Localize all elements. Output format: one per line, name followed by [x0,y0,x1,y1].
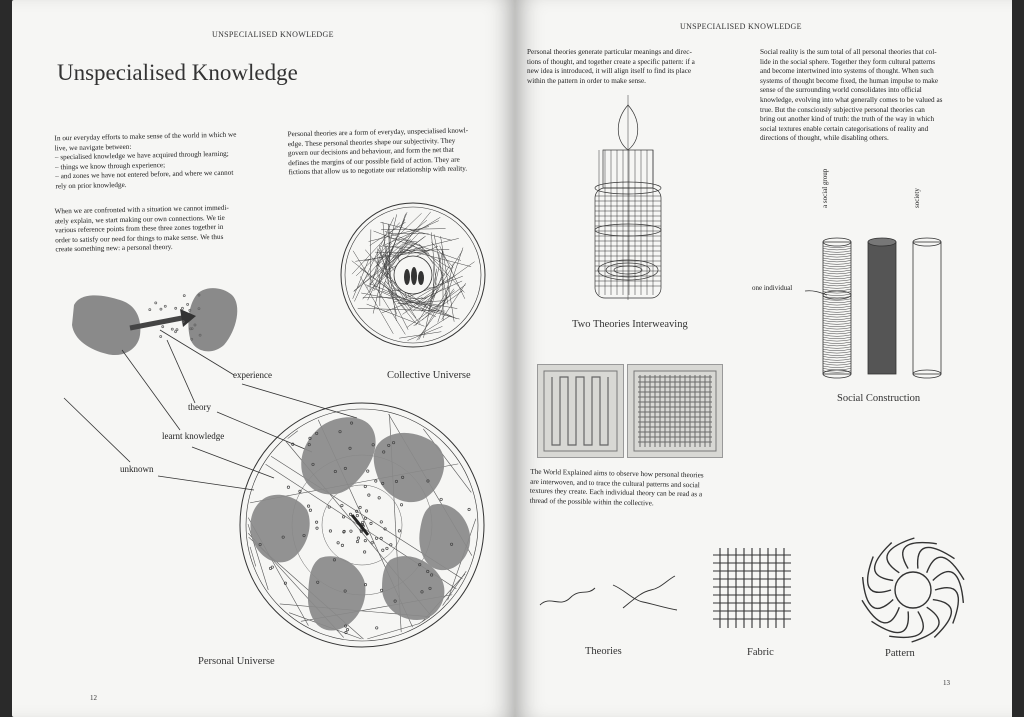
pattern-strand [889,611,923,637]
text-line: various reference points from these three zones together in [54,223,224,235]
text-line: new idea is introduced, it will align itself to find its place [527,67,692,76]
label-learnt-knowledge: learnt knowledge [162,431,225,441]
label-a-social-group: a social group [821,168,829,208]
text-line: edge. These personal theories shape our subjectivity. They [287,136,456,148]
dot [328,506,330,508]
dot [375,480,377,482]
left-page [12,0,515,717]
text-line: sense of the surrounding world consolidates into official [760,86,922,95]
dot [342,516,344,518]
dot [341,504,343,506]
dot [349,513,351,515]
text-line: bring out another kind of truth: the truth of the way in which [760,115,935,124]
dot [400,504,402,506]
dot [364,485,366,487]
dot [365,510,367,512]
text-line: – and zones we have not entered before, and where we cannot [55,169,234,181]
dot [164,305,166,307]
dot [160,336,162,338]
dot [468,508,470,510]
dot [376,627,378,629]
dot [375,537,377,539]
dot [364,517,366,519]
dot [361,521,363,523]
text-line: directions of thought, while disabling others. [760,134,889,143]
text-line: defines the margins of our possible field of action. They are [288,155,460,168]
text-line: live, we navigate between: [54,142,132,153]
dot [380,537,382,539]
text-line: ately explain, we start making our own connections. We tie [54,213,225,226]
dot [398,530,400,532]
dot [187,303,189,305]
page-title: Unspecialised Knowledge [57,60,298,85]
theories-fabric-pattern-illustration [515,0,1012,717]
dot [382,549,384,551]
text-line: knowledge, evolving into what generally comes to be valued as [760,95,943,104]
dot [315,521,317,523]
pattern-strand [862,600,899,623]
text-line: – things we know through experience; [55,160,166,172]
dot [346,628,348,630]
dot [316,527,318,529]
pattern-strand [903,543,937,569]
running-head-left: UNSPECIALISED KNOWLEDGE [212,30,334,39]
pattern-strand [927,557,964,580]
dot [175,307,177,309]
text-line: are interwoven, and to trace the cultural patterns and social [530,477,700,489]
dot [269,567,271,569]
label-theory: theory [188,402,211,412]
pattern-inner-ring [895,572,931,608]
chord-line [443,571,467,605]
text-line: social textures enable certain categorisations of reality and [760,124,929,133]
pattern-strand [875,543,894,581]
caption-fabric: Fabric [747,647,774,658]
dot [386,547,388,549]
text-line: rely on prior knowledge. [55,180,127,191]
text-line: tions of thought, and together create a specific pattern: if a [527,57,695,66]
dot [359,506,361,508]
text-line: – specialised knowledge we have acquired through learning; [54,149,229,162]
dot [175,331,177,333]
text-line: In our everyday efforts to make sense of the world in which we [54,130,237,143]
dot [440,498,442,500]
page-number-left: 12 [90,694,97,702]
text-line: thread of the possible within the collective. [529,496,654,508]
dot [171,328,173,330]
text-line: true. But the consciously subjective personal theories can [760,105,925,114]
text-line: textures they create. Each individual theory can be read as a [529,486,703,499]
caption-pattern: Pattern [885,648,915,659]
text-line: create something new: a personal theory. [55,243,173,254]
dot [357,537,359,539]
dot [367,470,369,472]
text-line: Social reality is the sum total of all personal theories that col- [760,48,937,56]
text-line: Personal theories are a form of everyday, unspecialised knowl- [287,126,469,139]
dot [341,544,343,546]
label-one-individual: one individual [752,284,793,292]
label-unknown: unknown [120,464,154,474]
dot [181,307,183,309]
dot [176,329,178,331]
text-line: within the pattern in order to make sense. [527,76,646,85]
dot [380,521,382,523]
dot [155,302,157,304]
caption-two-theories: Two Theories Interweaving [572,319,688,330]
text-line: The World Explained aims to observe how personal theories [530,467,704,480]
personal-universe-illustration [12,0,515,717]
dot [356,514,358,516]
dot [160,308,162,310]
caption-theories: Theories [585,646,622,657]
label-society: society [913,188,921,208]
dot [307,505,309,507]
dot [371,542,373,544]
dot [329,530,331,532]
running-head-right: UNSPECIALISED KNOWLEDGE [680,22,802,31]
text-line: lide in the social sphere. Together they form cultural patterns [760,57,936,66]
text-line: systems of thought become fixed, the human impulse to make [760,76,939,85]
pattern-strand [933,600,952,638]
dot [350,530,352,532]
text-line: Personal theories generate particular meanings and direc- [527,48,692,56]
dot [368,494,370,496]
text-line: govern our decisions and behaviour, and form the net that [287,145,454,158]
dot [309,509,311,511]
dot [378,497,380,499]
dot [390,544,392,546]
page-number-right: 13 [943,679,950,687]
dot [370,522,372,524]
dot [363,551,365,553]
dot [162,326,164,328]
dot [364,539,366,541]
dot [337,542,339,544]
text-line: order to satisfy our need for things to make sense. We thus [55,232,224,245]
right-page [515,0,1012,717]
text-line: When we are confronted with a situation we cannot immedi- [54,203,229,216]
text-line: and become intertwined into systems of thought. When such [760,67,934,76]
label-experience: experience [233,370,272,380]
caption-personal-universe: Personal Universe [198,656,275,667]
dot [356,540,358,542]
dot [287,486,289,488]
caption-collective-universe: Collective Universe [387,370,471,381]
dot [183,295,185,297]
chord-line [250,547,256,567]
caption-social-construction: Social Construction [837,393,921,404]
text-line: fictions that allow us to negotiate our relationship with reality. [288,164,468,177]
dot [149,309,151,311]
